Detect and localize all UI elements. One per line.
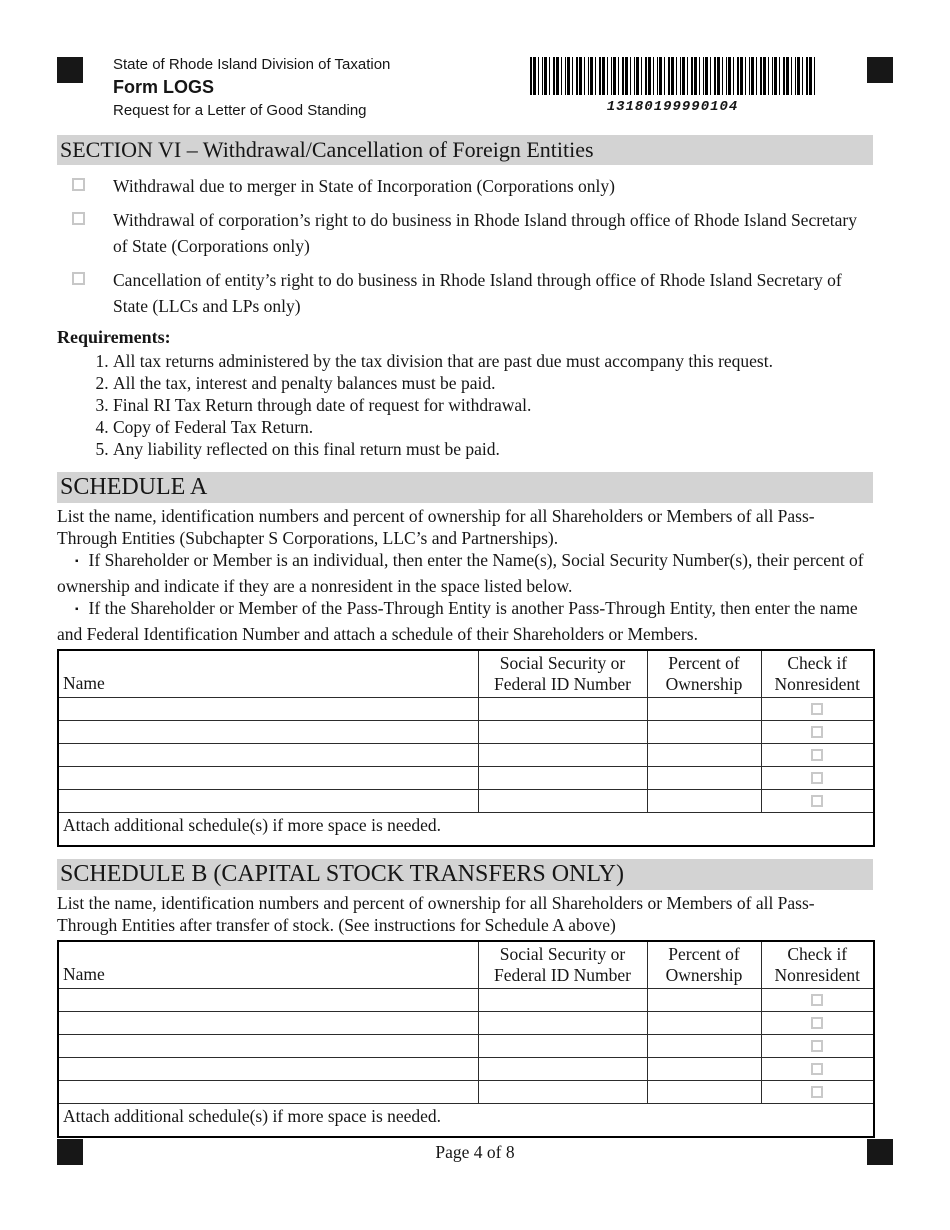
cancellation-entity-checkbox[interactable] — [72, 272, 85, 285]
barcode-number: 13180199990104 — [606, 99, 739, 115]
column-header-nonresident: Check if Nonresident — [761, 941, 874, 989]
nonresident-checkbox[interactable] — [811, 994, 823, 1006]
name-cell[interactable] — [58, 698, 478, 721]
ownership-percent-cell[interactable] — [647, 1012, 761, 1035]
name-cell[interactable] — [58, 1081, 478, 1104]
requirement-item-3: 3. Final RI Tax Return through date of request for withdrawal. — [113, 394, 873, 416]
schedule-a-header: SCHEDULE A — [57, 472, 873, 503]
withdrawal-merger-checkbox[interactable] — [72, 178, 85, 191]
requirement-item-1: 1. All tax returns administered by the tax division that are past due must accompany this request. — [113, 350, 873, 372]
nonresident-cell — [761, 1035, 874, 1058]
nonresident-checkbox[interactable] — [811, 795, 823, 807]
requirement-item-2: 2. All the tax, interest and penalty balances must be paid. — [113, 372, 873, 394]
column-header-id-number: Social Security or Federal ID Number — [478, 650, 647, 698]
column-header-name: Name — [58, 941, 478, 989]
ownership-percent-cell[interactable] — [647, 721, 761, 744]
ownership-percent-cell[interactable] — [647, 1081, 761, 1104]
barcode-block — [530, 57, 815, 115]
ownership-percent-cell[interactable] — [647, 790, 761, 813]
name-cell[interactable] — [58, 790, 478, 813]
column-header-nonresident: Check if Nonresident — [761, 650, 874, 698]
id-number-cell[interactable] — [478, 698, 647, 721]
id-number-cell[interactable] — [478, 767, 647, 790]
schedule-b-header-row — [58, 941, 874, 989]
ownership-percent-cell[interactable] — [647, 989, 761, 1012]
schedule-a-row-5 — [58, 790, 874, 813]
form-subtitle: Request for a Letter of Good Standing — [113, 102, 367, 119]
column-header-id-number: Social Security or Federal ID Number — [478, 941, 647, 989]
nonresident-cell — [761, 989, 874, 1012]
nonresident-checkbox[interactable] — [811, 1040, 823, 1052]
page-number: Page 4 of 8 — [435, 1142, 515, 1162]
schedule-a-row-4 — [58, 767, 874, 790]
name-cell[interactable] — [58, 744, 478, 767]
schedule-a-table — [57, 649, 875, 847]
schedule-b-header: SCHEDULE B (CAPITAL STOCK TRANSFERS ONLY) — [57, 859, 873, 890]
section-vi-header: SECTION VI – Withdrawal/Cancellation of Foreign Entities — [57, 135, 873, 165]
nonresident-checkbox[interactable] — [811, 749, 823, 761]
withdrawal-merger-label: Withdrawal due to merger in State of Incorporation (Corporations only) — [113, 176, 615, 196]
name-cell[interactable] — [58, 1012, 478, 1035]
nonresident-checkbox[interactable] — [811, 772, 823, 784]
id-number-cell[interactable] — [478, 1012, 647, 1035]
id-number-cell[interactable] — [478, 744, 647, 767]
nonresident-cell — [761, 1081, 874, 1104]
ownership-percent-cell[interactable] — [647, 698, 761, 721]
requirements-title: Requirements: — [57, 327, 171, 347]
schedule-b-row-3 — [58, 1035, 874, 1058]
page-content — [57, 55, 873, 1138]
nonresident-cell — [761, 767, 874, 790]
schedule-a-row-3 — [58, 744, 874, 767]
schedule-b-row-1 — [58, 989, 874, 1012]
agency-name: State of Rhode Island Division of Taxation — [113, 56, 391, 73]
withdrawal-corporation-option — [57, 207, 873, 259]
requirement-item-5: 5. Any liability reflected on this final return must be paid. — [113, 438, 873, 460]
nonresident-cell — [761, 744, 874, 767]
schedule-b-table — [57, 940, 875, 1138]
nonresident-checkbox[interactable] — [811, 726, 823, 738]
name-cell[interactable] — [58, 1035, 478, 1058]
form-header — [57, 55, 873, 121]
withdrawal-corporation-checkbox[interactable] — [72, 212, 85, 225]
withdrawal-merger-option — [57, 173, 873, 199]
id-number-cell[interactable] — [478, 989, 647, 1012]
schedule-a-intro: List the name, identification numbers and percent of ownership for all Shareholders or Members of all Pass-Through Entities (Subchapter S Corporations, LLC’s and Partnerships). — [57, 506, 815, 548]
name-cell[interactable] — [58, 767, 478, 790]
id-number-cell[interactable] — [478, 721, 647, 744]
schedule-b-row-5 — [58, 1081, 874, 1104]
nonresident-cell — [761, 790, 874, 813]
requirement-item-4: 4. Copy of Federal Tax Return. — [113, 416, 873, 438]
withdrawal-corporation-label: Withdrawal of corporation’s right to do business in Rhode Island through office of Rhode Island Secretary of State (Corporations only) — [113, 210, 858, 256]
id-number-cell[interactable] — [478, 1058, 647, 1081]
nonresident-checkbox[interactable] — [811, 1063, 823, 1075]
schedule-a-header-row — [58, 650, 874, 698]
cancellation-entity-option — [57, 267, 873, 319]
ownership-percent-cell[interactable] — [647, 1058, 761, 1081]
id-number-cell[interactable] — [478, 790, 647, 813]
schedule-a-row-2 — [58, 721, 874, 744]
nonresident-cell — [761, 721, 874, 744]
name-cell[interactable] — [58, 1058, 478, 1081]
cancellation-entity-label: Cancellation of entity’s right to do business in Rhode Island through office of Rhode Island Secretary of State (LLCs and LPs only) — [113, 270, 842, 316]
nonresident-cell — [761, 1012, 874, 1035]
schedule-b-intro: List the name, identification numbers and percent of ownership for all Shareholders or Members of all Pass-Through Entities after transfer of stock. (See instructions for Schedule A above) — [57, 893, 815, 935]
form-header-text — [113, 55, 390, 121]
schedule-a-bullet-individual: ▪ If Shareholder or Member is an individual, then enter the Name(s), Social Security Number(s), their percent of ownership and indicate if they are a nonresident in the space listed below. — [57, 549, 873, 597]
barcode — [530, 57, 815, 95]
schedule-b-row-2 — [58, 1012, 874, 1035]
schedule-a-bullet-passthrough: ▪ If the Shareholder or Member of the Pass-Through Entity is another Pass-Through Entity, then enter the name and Federal Identification Number and attach a schedule of their Shareholders or Members. — [57, 597, 873, 645]
schedule-b-row-4 — [58, 1058, 874, 1081]
page-footer — [0, 1142, 950, 1163]
ownership-percent-cell[interactable] — [647, 744, 761, 767]
requirements-list — [57, 350, 873, 460]
ownership-percent-cell[interactable] — [647, 767, 761, 790]
schedule-a-footnote: Attach additional schedule(s) if more space is needed. — [58, 813, 874, 847]
form-title: Form LOGS — [113, 77, 215, 97]
name-cell[interactable] — [58, 721, 478, 744]
name-cell[interactable] — [58, 989, 478, 1012]
id-number-cell[interactable] — [478, 1081, 647, 1104]
nonresident-checkbox[interactable] — [811, 703, 823, 715]
schedule-a-row-1 — [58, 698, 874, 721]
schedule-b-footnote-row — [58, 1104, 874, 1138]
ownership-percent-cell[interactable] — [647, 1035, 761, 1058]
id-number-cell[interactable] — [478, 1035, 647, 1058]
schedule-b-footnote: Attach additional schedule(s) if more space is needed. — [58, 1104, 874, 1138]
column-header-percent-ownership: Percent of Ownership — [647, 650, 761, 698]
nonresident-cell — [761, 698, 874, 721]
nonresident-cell — [761, 1058, 874, 1081]
schedule-a-footnote-row — [58, 813, 874, 847]
column-header-name: Name — [58, 650, 478, 698]
column-header-percent-ownership: Percent of Ownership — [647, 941, 761, 989]
nonresident-checkbox[interactable] — [811, 1017, 823, 1029]
nonresident-checkbox[interactable] — [811, 1086, 823, 1098]
